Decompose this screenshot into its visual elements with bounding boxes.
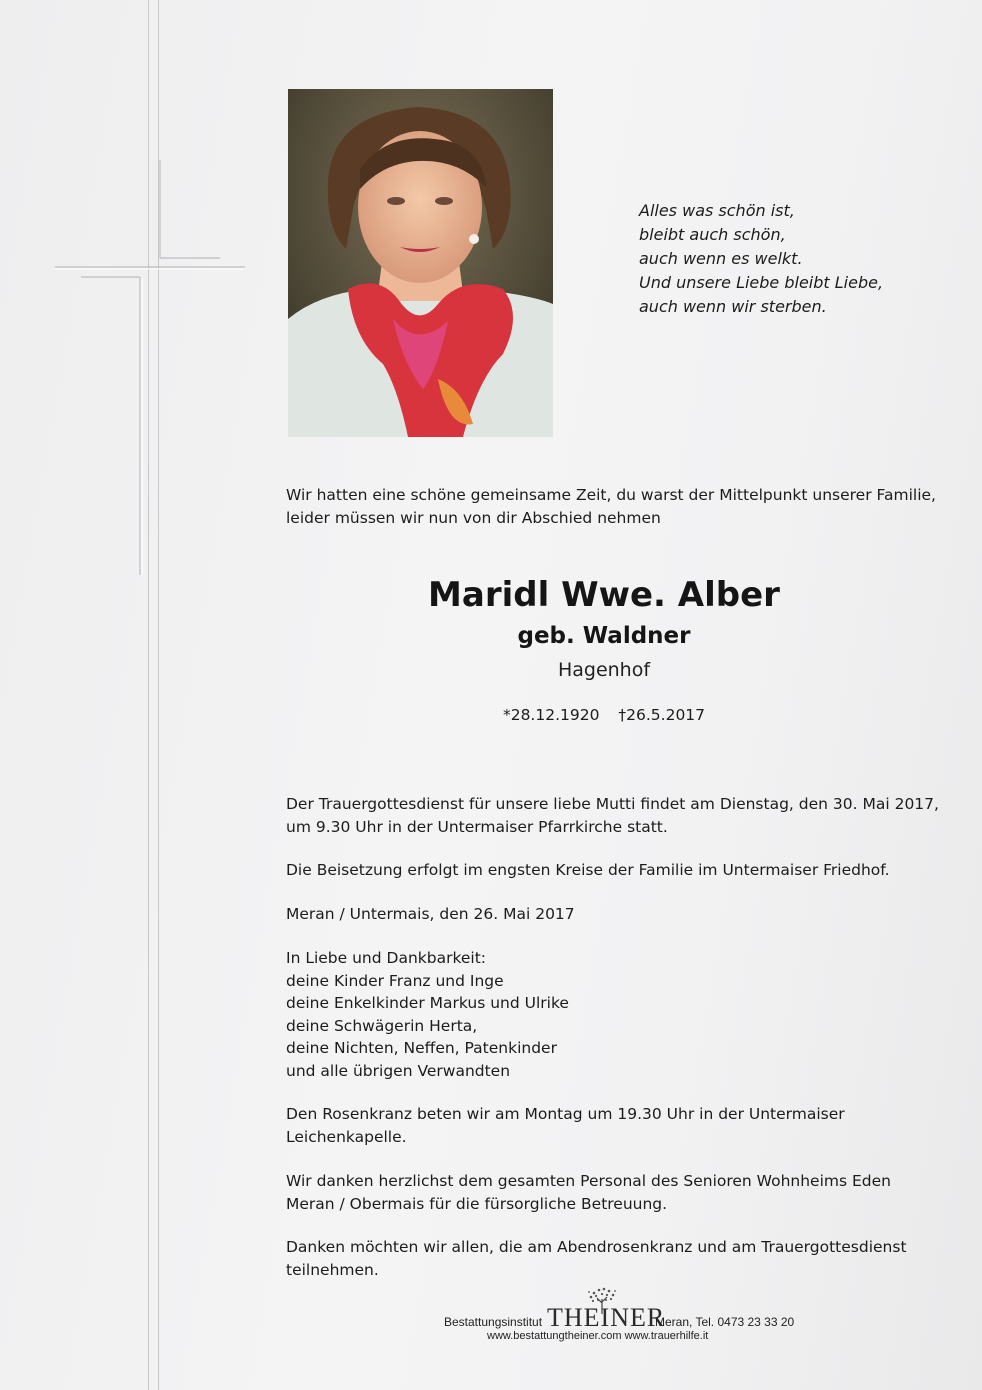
mourners-line: deine Nichten, Neffen, Patenkinder bbox=[286, 1039, 557, 1057]
mourners-line: deine Enkelkinder Markus und Ulrike bbox=[286, 994, 569, 1012]
place-date-line: Meran / Untermais, den 26. Mai 2017 bbox=[286, 905, 575, 923]
thanks-staff-line: Meran / Obermais für die fürsorgliche Betreuung. bbox=[286, 1194, 668, 1213]
intro-line: leider müssen wir nun von dir Abschied nehmen bbox=[286, 508, 661, 527]
rosary-line: Den Rosenkranz beten wir am Montag um 19.30 Uhr in der Untermaiser bbox=[286, 1105, 845, 1123]
burial-line: Die Beisetzung erfolgt im engsten Kreise der Familie im Untermaiser Friedhof. bbox=[286, 861, 890, 879]
funeral-home-footer bbox=[430, 1285, 810, 1345]
rosary-line: Leichenkapelle. bbox=[286, 1127, 407, 1146]
poem bbox=[639, 199, 939, 319]
thanks-all-paragraph bbox=[286, 1236, 936, 1281]
mourners-line: In Liebe und Dankbarkeit: bbox=[286, 949, 487, 967]
maiden-name: geb. Waldner bbox=[517, 623, 691, 649]
poem-line: auch wenn wir sterben. bbox=[639, 297, 827, 316]
thanks-all-line: Danken möchten wir allen, die am Abendrosenkranz und am Trauergottesdienst bbox=[286, 1238, 907, 1256]
intro-paragraph bbox=[286, 484, 936, 529]
rosary-paragraph bbox=[286, 1103, 936, 1148]
footer-brand-logo: THEINER bbox=[547, 1303, 666, 1332]
deceased-name: Maridl Wwe. Alber bbox=[428, 575, 780, 615]
footer-institute-label: Bestattungsinstitut bbox=[444, 1315, 543, 1329]
cross-icon bbox=[55, 160, 250, 580]
intro-line: Wir hatten eine schöne gemeinsame Zeit, du warst der Mittelpunkt unserer Familie, bbox=[286, 486, 936, 504]
service-line: Der Trauergottesdienst für unsere liebe Mutti findet am Dienstag, den 30. Mai 2017, bbox=[286, 795, 939, 813]
poem-line: Alles was schön ist, bbox=[639, 201, 795, 220]
thanks-staff-line: Wir danken herzlichst dem gesamten Personal des Senioren Wohnheims Eden bbox=[286, 1172, 891, 1190]
thanks-staff-paragraph bbox=[286, 1170, 936, 1215]
service-line: um 9.30 Uhr in der Untermaiser Pfarrkirche statt. bbox=[286, 817, 668, 836]
portrait-photo bbox=[288, 89, 553, 437]
farm-name: Hagenhof bbox=[557, 659, 651, 681]
poem-line: auch wenn es welkt. bbox=[639, 249, 803, 268]
place-date bbox=[286, 903, 936, 926]
birth-date: *28.12.1920 bbox=[502, 706, 600, 724]
burial-paragraph bbox=[286, 859, 936, 882]
death-date: †26.5.2017 bbox=[618, 706, 706, 724]
poem-line: bleibt auch schön, bbox=[639, 225, 786, 244]
mourners-line: deine Kinder Franz und Inge bbox=[286, 971, 504, 990]
mourners-line: und alle übrigen Verwandten bbox=[286, 1061, 511, 1080]
mourners-line: deine Schwägerin Herta, bbox=[286, 1016, 478, 1035]
mourners-list bbox=[286, 947, 936, 1082]
footer-contact: Meran, Tel. 0473 23 33 20 bbox=[655, 1315, 795, 1329]
footer-websites: www.bestattungtheiner.com www.trauerhilfe.it bbox=[487, 1330, 709, 1342]
thanks-all-line: teilnehmen. bbox=[286, 1260, 379, 1279]
life-dates bbox=[286, 703, 922, 727]
poem-line: Und unsere Liebe bleibt Liebe, bbox=[639, 273, 884, 292]
service-paragraph bbox=[286, 793, 939, 838]
